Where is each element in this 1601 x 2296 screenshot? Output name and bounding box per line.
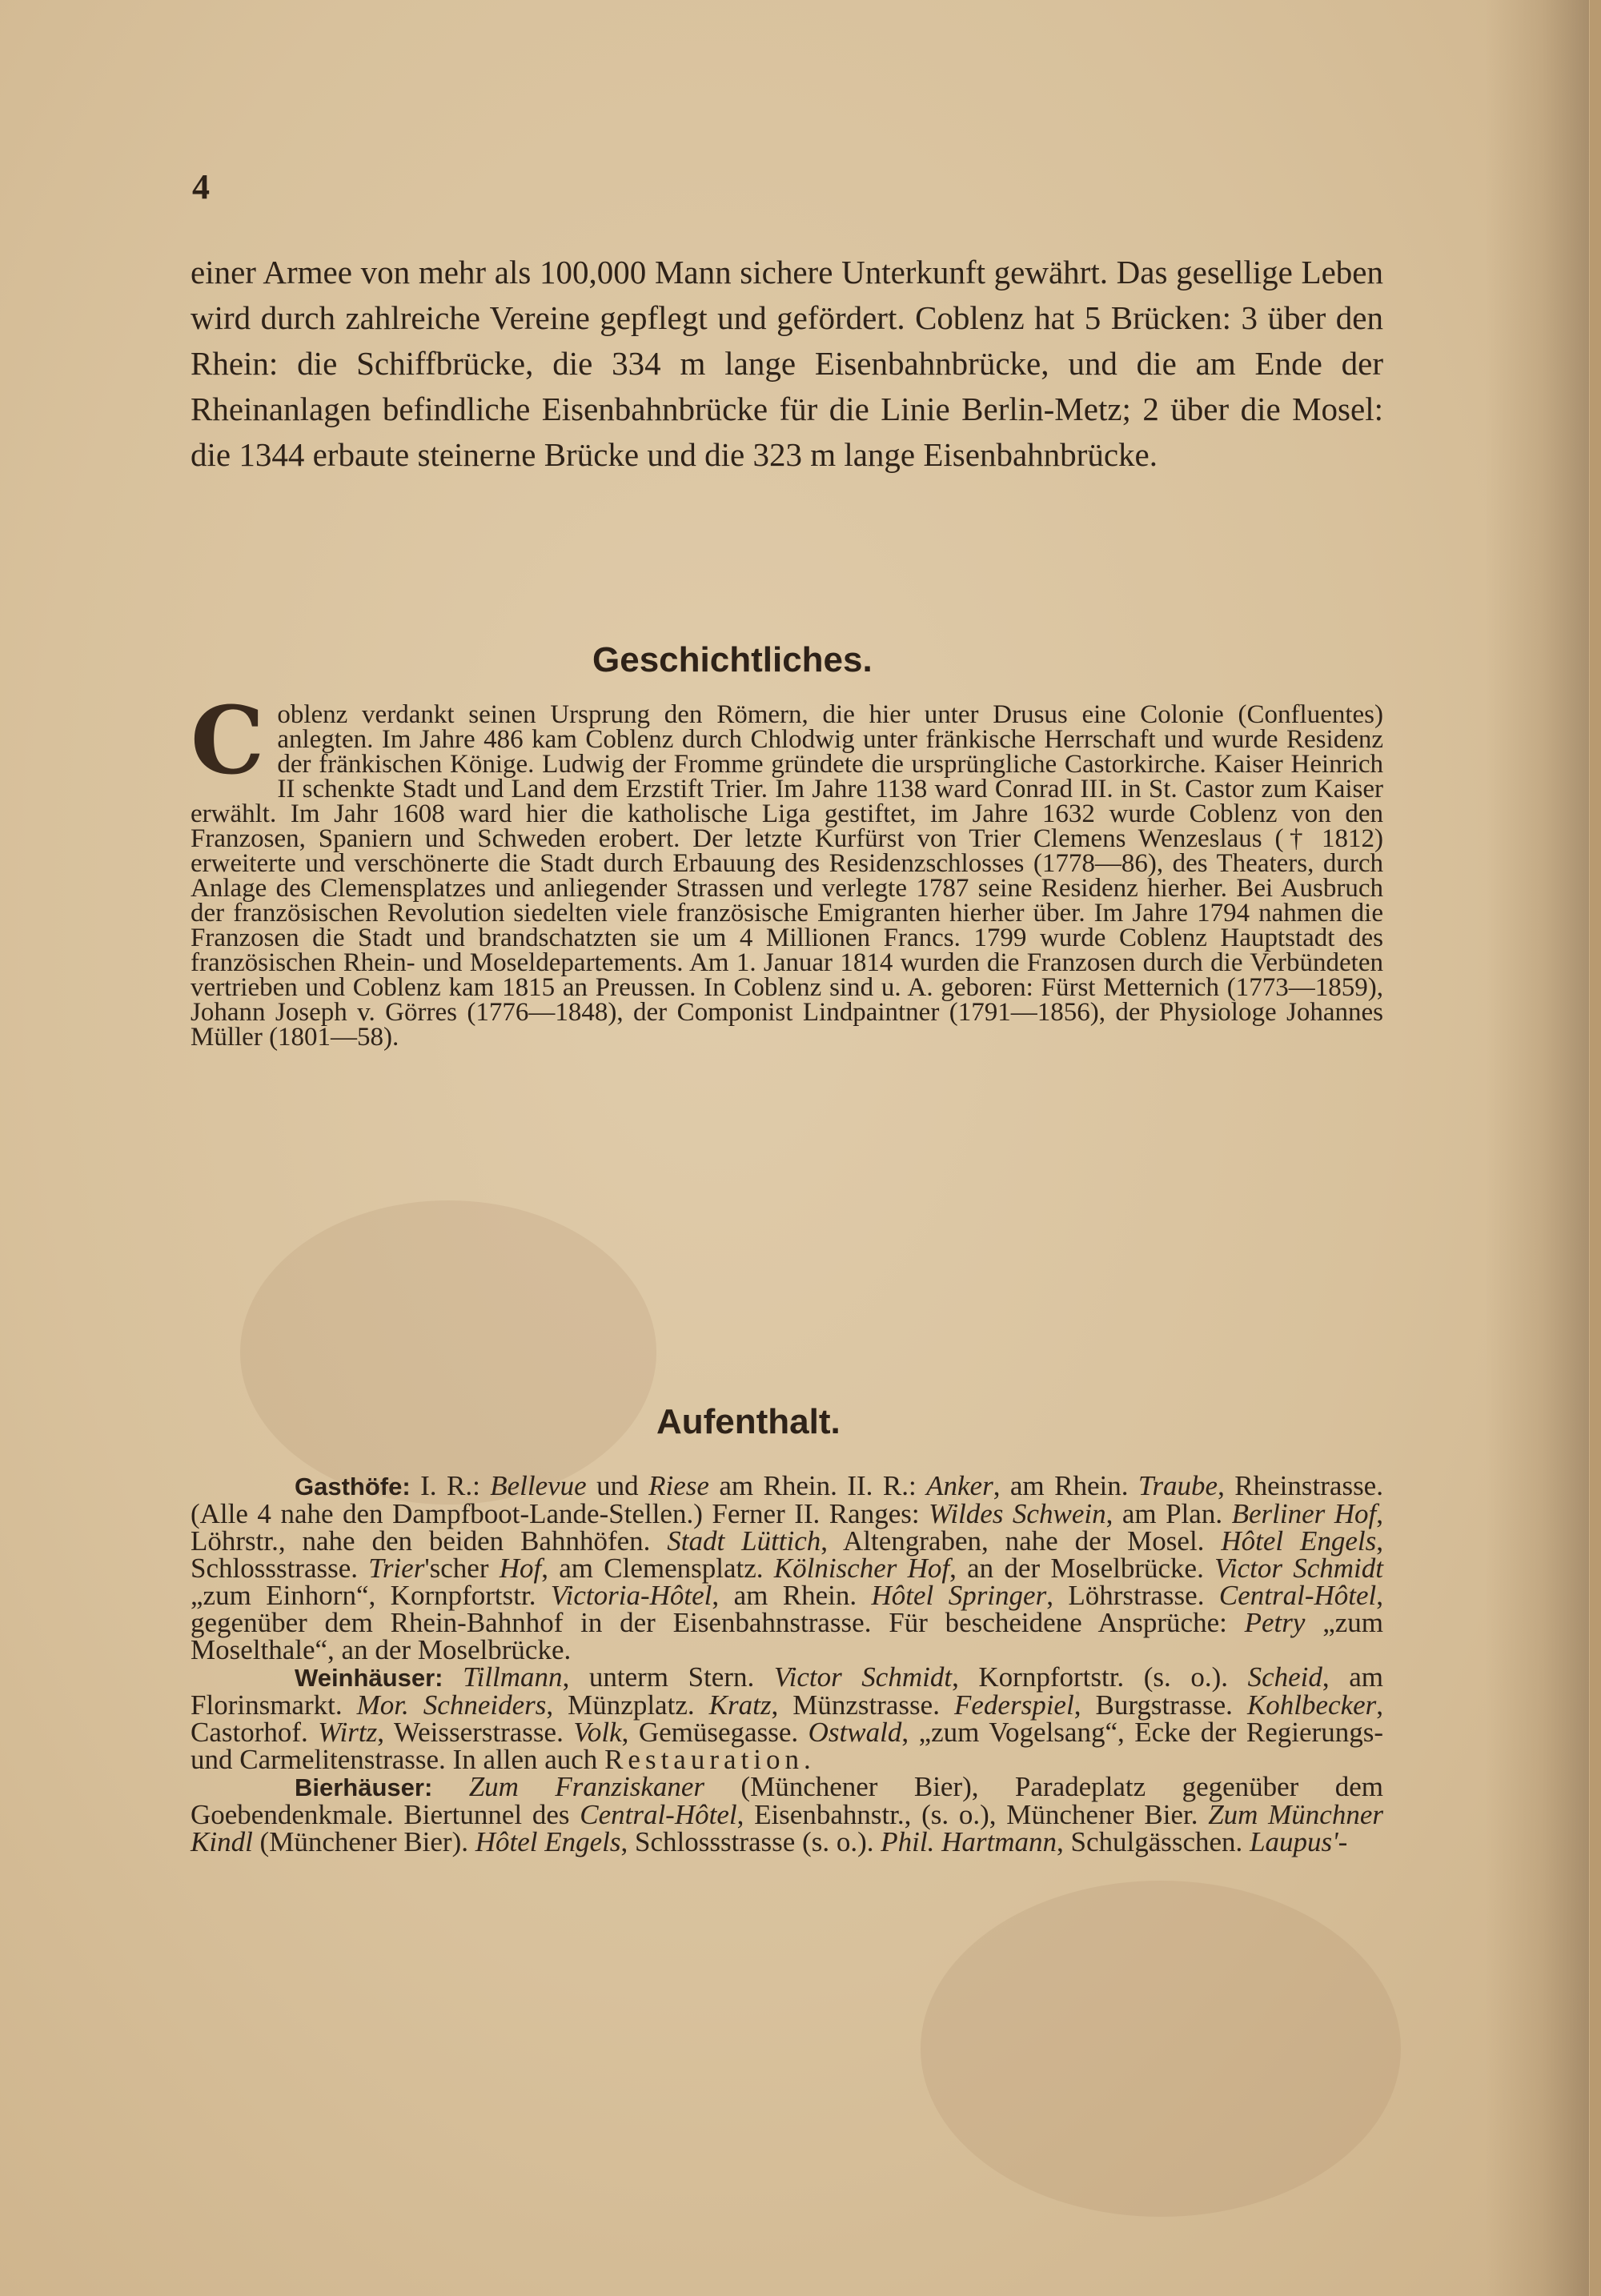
hotel-name: Berliner Hof [1231, 1498, 1377, 1529]
category-label: Weinhäuser: [295, 1664, 443, 1692]
venue-name: Mor. Schneiders [356, 1689, 547, 1721]
text-run: und [586, 1470, 649, 1501]
text-run: , Kornpfortstr. (s. o.). [952, 1661, 1248, 1693]
text-run: (Münchener Bier). [252, 1826, 475, 1857]
text-run: , Burgstrasse. [1073, 1689, 1247, 1721]
venue-name: Volk [573, 1717, 622, 1748]
hotel-name: Stadt Lüttich [667, 1525, 821, 1557]
venue-name: Kratz [708, 1689, 772, 1721]
weinhaeuser-paragraph [191, 1661, 1384, 1775]
text-run: , an der Moselbrücke. [949, 1553, 1215, 1584]
hotel-name: Riese [648, 1470, 709, 1501]
text-run: „zum Einhorn“, Kornpfortstr. [191, 1580, 551, 1611]
text-run: , am Rhein. [993, 1470, 1138, 1501]
hotel-name: Petry [1244, 1607, 1306, 1638]
hotel-name: Central-Hôtel [1218, 1580, 1377, 1611]
text-run: , Löhrstrasse. [1046, 1580, 1219, 1611]
text-run: am Rhein. II. R.: [708, 1470, 927, 1501]
text-run: 'scher [424, 1553, 500, 1584]
venue-name: Hôtel Engels [475, 1826, 621, 1857]
page-number: 4 [192, 167, 210, 206]
hotel-name: Hof [499, 1553, 542, 1584]
venue-name: Phil. Hartmann [881, 1826, 1057, 1857]
venue-name: Ostwald [808, 1717, 902, 1748]
text-run: , am Florinsmarkt. [191, 1661, 1383, 1721]
venue-name: Victor Schmidt [773, 1661, 953, 1693]
hotel-name: Victoria-Hôtel [550, 1580, 712, 1611]
text-run: „zum Moselthale“, an der Moselbrücke. [191, 1607, 1383, 1665]
venue-name: Laupus' [1250, 1826, 1338, 1857]
spaced-word: Restauration. [604, 1744, 816, 1775]
text-run: , gegenüber dem Rhein-Bahnhof in der Eisenbahnstrasse. Für bescheidene Ansprüche: [191, 1580, 1383, 1638]
text-run: (Münchener Bier), Paradeplatz gegenüber dem Goebendenkmale. Biertunnel des [191, 1771, 1383, 1830]
book-spine-shadow [1485, 0, 1589, 2296]
venue-name: Zum Franziskaner [468, 1771, 705, 1802]
text-run: , Altengraben, nahe der Mosel. [821, 1525, 1222, 1557]
text-run: - [1338, 1826, 1348, 1857]
text-run: , am Clemensplatz. [541, 1553, 774, 1584]
hotel-name: Traube [1138, 1470, 1218, 1501]
text-run: , Rheinstrasse. (Alle 4 nahe den Dampfboot-Lande-Stellen.) Ferner II. Ranges: [191, 1470, 1383, 1529]
venue-name: Kohlbecker [1246, 1689, 1377, 1721]
venue-name: Zum Münchner Kindl [191, 1799, 1383, 1857]
text-run: , Schulgässchen. [1056, 1826, 1250, 1857]
text-run: , unterm Stern. [562, 1661, 774, 1693]
venue-name: Central-Hôtel [580, 1799, 737, 1830]
text-run: , Gemüsegasse. [621, 1717, 809, 1748]
history-text: oblenz verdankt seinen Ursprung den Römern, die hier unter Drusus eine Colonie (Confluentes) anlegten. Im Jahre 486 kam Coblenz durch Chlodwig unter fränkische Herrschaft und wurde Residenz der fränkischen Könige. Ludwig der Fromme gründete die ursprüngliche Castorkirche. Kaiser Heinrich II schenkte Stadt und Land dem Erzstift Trier. Im Jahre 1138 ward Conrad III. in St. Castor zum Kaiser erwählt. Im Jahr 1608 ward hier die katholische Liga gestiftet, im Jahre 1632 wurde Coblenz von den Franzosen, Spaniern und Schweden erobert. Der letzte Kurfürst von Trier Clemens Wenzeslaus († 1812) erweiterte und verschönerte die Stadt durch Erbauung des Residenzschlosses (1778—86), des Theaters, durch Anlage des Clemensplatzes und anliegender Strassen und verlegte 1787 seine Residenz hierher. Bei Ausbruch der französischen Revolution siedelten viele französische Emigranten hierher über. Im Jahre 1794 nahmen die Franzosen die Stadt und brandschatzten sie um 4 Millionen Francs. 1799 wurde Coblenz Hauptstadt des französischen Rhein- und Moseldepartements. Am 1. Januar 1814 wurden die Franzosen durch die Verbündeten vertrieben und Coblenz kam 1815 an Preussen. In Coblenz sind u. A. geboren: Fürst Metternich (1773—1859), Johann Joseph v. Görres (1776—1848), der Componist Lindpaintner (1791—1856), der Physiologe Johannes Müller (1801—58). [191, 700, 1383, 1052]
stay-section [191, 1470, 1384, 1857]
text-run: , am Rhein. [712, 1580, 872, 1611]
paper-stain [240, 1200, 656, 1505]
text-run: , am Plan. [1105, 1498, 1232, 1529]
category-label: Bierhäuser: [295, 1773, 433, 1801]
venue-name: Wirtz [318, 1717, 378, 1748]
hotel-name: Wildes Schwein [929, 1498, 1106, 1529]
text-run: , Weisserstrasse. [377, 1717, 574, 1748]
page-edge [1590, 0, 1601, 2296]
text-run: , „zum Vogelsang“, Ecke der Regierungs- und Carmelitenstrasse. In allen auch [191, 1717, 1383, 1775]
text-run: , Löhrstr., nahe den beiden Bahnhöfen. [191, 1498, 1384, 1557]
bierhaeuser-paragraph [191, 1773, 1383, 1856]
venue-name: Tillmann [463, 1661, 563, 1693]
intro-paragraph: einer Armee von mehr als 100,000 Mann sichere Unterkunft gewährt. Das gesellige Leben wird durch zahlreiche Vereine gepflegt und gefördert. Coblenz hat 5 Brücken: 3 über den Rhein: die Schiffbrücke, die 334 m lange Eisenbahnbrücke, und die am Ende der Rheinanlagen befindliche Eisenbahnbrücke für die Linie Berlin-Metz; 2 über die Mosel: die 1344 erbaute steinerne Brücke und die 323 m lange Eisenbahnbrücke. [191, 254, 1383, 473]
hotel-name: Hôtel Engels [1221, 1525, 1377, 1557]
category-label: Gasthöfe: [295, 1473, 411, 1501]
hotel-name: Bellevue [490, 1470, 587, 1501]
gasthoefe-paragraph [191, 1470, 1384, 1665]
section-heading-history: Geschichtliches. [592, 640, 873, 679]
venue-name: Scheid [1247, 1661, 1322, 1693]
text-run: , Schlossstrasse (s. o.). [620, 1826, 881, 1857]
hotel-name: Victor Schmidt [1214, 1553, 1383, 1584]
text-run: , Schlossstrasse. [191, 1525, 1383, 1584]
hotel-name: Kölnischer Hof [773, 1553, 950, 1584]
text-run: I. R.: [410, 1470, 491, 1501]
history-paragraph [191, 687, 1383, 1052]
venue-name: Federspiel [954, 1689, 1074, 1721]
text-run: , Münzplatz. [546, 1689, 709, 1721]
hotel-name: Anker [926, 1470, 993, 1501]
hotel-name: Trier [368, 1553, 425, 1584]
decorated-initial: C [191, 687, 265, 795]
text-run: , Eisenbahnstr., (s. o.), Münchener Bier. [736, 1799, 1209, 1830]
text-run: , Castorhof. [191, 1689, 1384, 1748]
hotel-name: Hôtel Springer [871, 1580, 1047, 1611]
text-run: , Münzstrasse. [771, 1689, 954, 1721]
paper-stain [921, 1881, 1401, 2217]
section-heading-stay: Aufenthalt. [656, 1402, 841, 1441]
